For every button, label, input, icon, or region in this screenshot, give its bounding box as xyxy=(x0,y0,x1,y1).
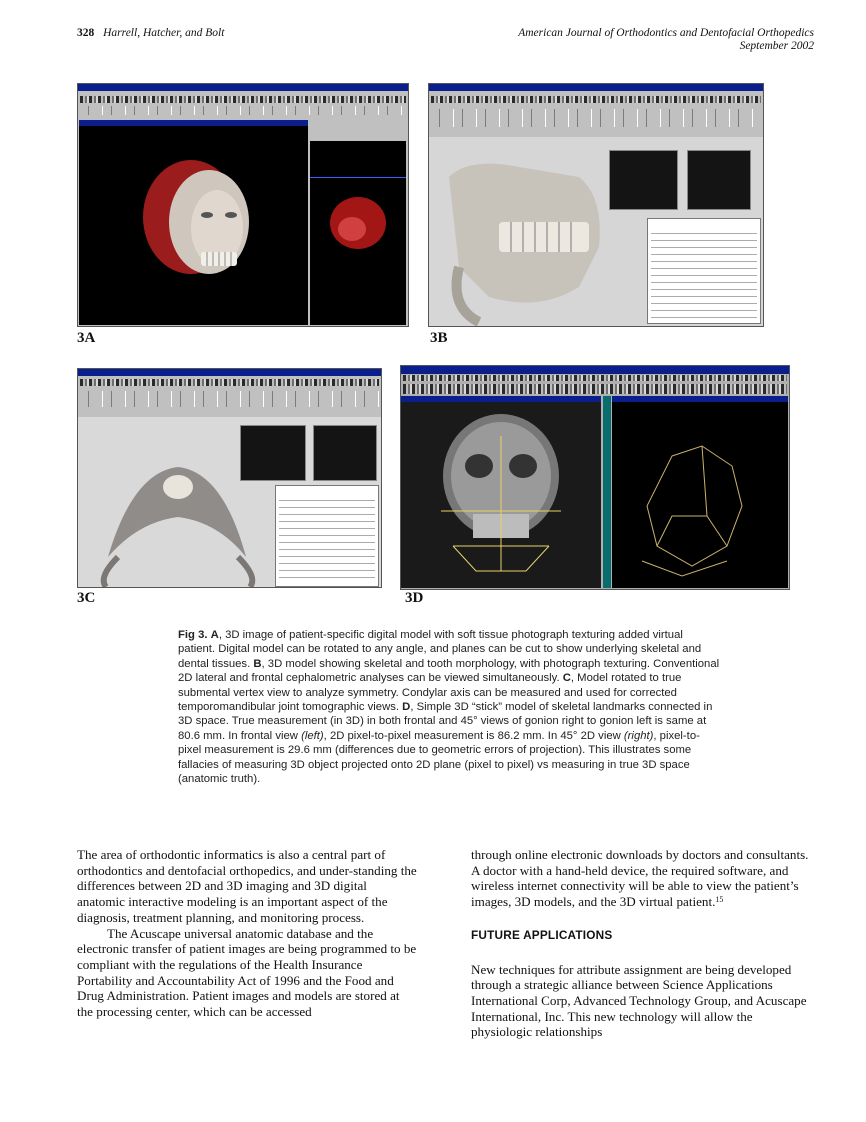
menu-bar xyxy=(403,375,787,381)
figure-panel-3b xyxy=(428,83,764,327)
caption-d-label: D xyxy=(402,701,411,714)
panel-label-3a: 3A xyxy=(77,330,96,346)
stick-model-image xyxy=(612,396,788,588)
header-journal: American Journal of Orthodontics and Dentofacial Orthopedics xyxy=(518,27,814,39)
toolbar xyxy=(80,379,379,386)
caption-d-text-1: , Simple 3D “stick” model of skeletal landmarks connected in 3D space. True measurement (in 3D) in both frontal and 45° views of gonion right to gonion left is same at 80.6 mm. In frontal view xyxy=(178,701,713,742)
running-header-left xyxy=(77,27,224,39)
caption-left: (left) xyxy=(301,729,324,742)
cephalogram-lateral-thumbnail xyxy=(609,150,678,210)
viewport-titlebar xyxy=(401,396,601,402)
reference-superscript: 15 xyxy=(715,895,724,905)
toolbar xyxy=(80,96,406,103)
page-number: 328 xyxy=(77,27,95,39)
figure-panel-3c xyxy=(77,368,382,588)
caption-c-text: , Model rotated to true submental vertex view to analyze symmetry. Condylar axis can be measured and used for corrected temporomandibular joint tomographic views. xyxy=(178,672,682,714)
paragraph: The Acuscape universal anatomic database and the electronic transfer of patient images are being programmed to be compliant with the regulations of the Health Insurance Portability and Accountability Act of 1996 and the Food and Drug Administration. Patient images and models are stored at the processing center, which can be accessed xyxy=(77,925,417,1020)
frontal-cephalogram-image xyxy=(401,396,601,588)
caption-b-label: B xyxy=(253,657,262,670)
window-titlebar xyxy=(429,84,763,91)
caption-a-label: A xyxy=(210,629,219,641)
window-titlebar xyxy=(78,369,381,376)
viewport-titlebar xyxy=(612,396,788,402)
header-authors: Harrell, Hatcher, and Bolt xyxy=(103,27,225,39)
figure-panel-3a xyxy=(77,83,409,327)
caption-c-label: C xyxy=(562,672,571,685)
oblique-view-pane xyxy=(612,396,788,588)
side-viewport xyxy=(310,141,406,325)
cephalometric-analysis-list xyxy=(275,485,379,587)
main-3d-viewport xyxy=(79,120,308,325)
window-titlebar xyxy=(78,84,408,91)
caption-d-text-3: , pixel-to-pixel measurement is 29.6 mm (differences due to geometric errors of projection). This illustrates some fallacies of measuring 3D object projected onto 2D plane (pixel to pixel) vs measuring in true 3D space (anatomic truth). xyxy=(178,729,700,786)
control-row xyxy=(80,391,379,407)
cephalometric-analysis-list xyxy=(647,218,761,324)
control-row xyxy=(431,109,761,127)
cephalogram-lateral-thumbnail xyxy=(240,425,306,481)
toolbar xyxy=(403,384,787,394)
paragraph: The area of orthodontic informatics is also a central part of orthodontics and dentofacial orthopedics, and under-standing the differences between 2D and 3D imaging and 3D digital anatomic interactive modeling is an important aspect of the diagnosis, treatment planning, and monitoring process. xyxy=(77,847,417,925)
figure-caption xyxy=(178,628,723,786)
paragraph: New techniques for attribute assignment are being developed through a strategic alliance between Science Applications International Corp, Advanced Technology Group, and Acuscape International, Inc. This new technology will allow the physiologic relationships xyxy=(471,961,807,1040)
caption-a-text: , 3D image of patient-specific digital model with soft tissue photograph texturing added virtual patient. Digital model can be rotated to any angle, and planes can be cut to show underlying skeletal and dental tissues. xyxy=(178,629,702,670)
caption-d-text-2: , 2D pixel-to-pixel measurement is 86.2 mm. In 45° 2D view xyxy=(323,729,624,742)
paragraph xyxy=(471,847,811,910)
fig-label: Fig 3. xyxy=(178,629,208,641)
splitter xyxy=(603,396,611,588)
header-date: September 2002 xyxy=(739,40,814,52)
viewport-titlebar xyxy=(79,120,308,126)
panel-label-3c: 3C xyxy=(77,590,96,606)
caption-right: (right) xyxy=(623,729,654,742)
figure-panel-3d xyxy=(400,365,790,590)
red-skull-side-image xyxy=(310,141,406,325)
panel-label-3b: 3B xyxy=(430,330,448,346)
caption-b-text: , 3D model showing skeletal and tooth morphology, with photograph texturing. Conventional 2D lateral and frontal cephalometric analyses can be viewed simultaneously. xyxy=(178,657,720,685)
body-right-column xyxy=(471,847,811,1040)
running-header-right xyxy=(518,27,814,53)
window-titlebar xyxy=(401,366,789,374)
body-left-column xyxy=(77,847,417,1020)
paragraph-text: through online electronic downloads by doctors and consultants. A doctor with a hand-held device, the required software, and wireless internet connectivity will be able to view the patient’s images, 3D models, and the 3D virtual patient. xyxy=(471,847,809,910)
cephalogram-frontal-thumbnail xyxy=(313,425,377,481)
textured-head-model-image xyxy=(79,120,308,325)
toolbar xyxy=(431,96,761,103)
frontal-view-pane xyxy=(401,396,601,588)
panel-label-3d: 3D xyxy=(405,590,424,606)
section-heading: FUTURE APPLICATIONS xyxy=(471,927,613,942)
control-row xyxy=(80,106,406,115)
cephalogram-frontal-thumbnail xyxy=(687,150,751,210)
